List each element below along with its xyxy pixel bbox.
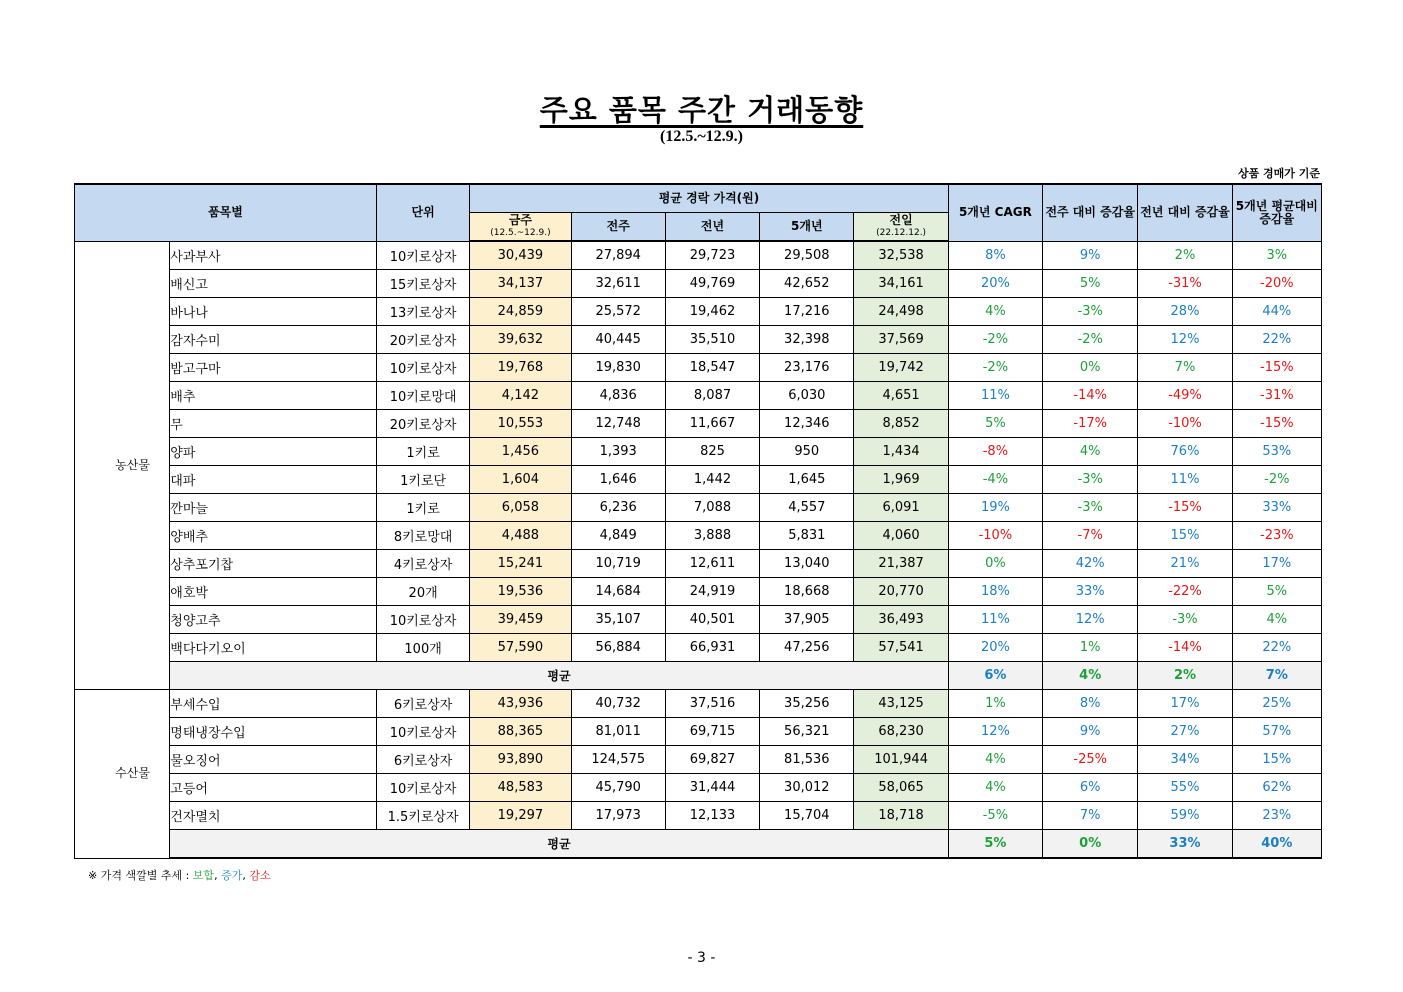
- page-number: - 3 -: [687, 950, 716, 966]
- item-name: 깐마늘: [170, 494, 377, 522]
- price-prev-year: 29,723: [665, 241, 759, 270]
- vs-prev-year-value: 55%: [1138, 774, 1232, 802]
- item-name: 밤고구마: [170, 354, 377, 382]
- price-prev-year: 18,547: [665, 354, 759, 382]
- table-row: [75, 522, 1322, 550]
- price-five-year: 4,557: [760, 494, 854, 522]
- avg-vs-prev-year: 2%: [1138, 662, 1232, 690]
- price-this-week: 4,488: [470, 522, 571, 550]
- vs-5yr-avg-value: 5%: [1232, 578, 1321, 606]
- item-name: 애호박: [170, 578, 377, 606]
- price-prev-week: 12,748: [571, 410, 665, 438]
- cagr-value: 18%: [948, 578, 1042, 606]
- item-name: 백다다기오이: [170, 634, 377, 662]
- vs-prev-week-value: 12%: [1043, 606, 1138, 634]
- header-prev-week: 전주: [571, 213, 665, 242]
- average-row: [75, 830, 1322, 859]
- vs-prev-week-value: 6%: [1043, 774, 1138, 802]
- price-this-week: 10,553: [470, 410, 571, 438]
- price-this-week: 30,439: [470, 241, 571, 270]
- price-basis-note: 상품 경매가 기준: [1237, 167, 1320, 180]
- price-prev-year: 11,667: [665, 410, 759, 438]
- item-name: 감자수미: [170, 326, 377, 354]
- price-prev-day: 8,852: [854, 410, 948, 438]
- price-five-year: 17,216: [760, 298, 854, 326]
- price-prev-week: 25,572: [571, 298, 665, 326]
- table-row: [75, 746, 1322, 774]
- avg-vs-prev-year: 33%: [1138, 830, 1232, 859]
- item-unit: 10키로상자: [376, 606, 469, 634]
- item-name: 물오징어: [170, 746, 377, 774]
- item-unit: 10키로상자: [376, 774, 469, 802]
- vs-prev-year-value: 17%: [1138, 690, 1232, 718]
- item-unit: 6키로상자: [376, 746, 469, 774]
- price-prev-year: 12,133: [665, 802, 759, 830]
- price-prev-week: 6,236: [571, 494, 665, 522]
- price-prev-day: 4,060: [854, 522, 948, 550]
- price-table: [74, 183, 1322, 859]
- price-prev-day: 1,969: [854, 466, 948, 494]
- vs-5yr-avg-value: 25%: [1232, 690, 1321, 718]
- vs-5yr-avg-value: -20%: [1232, 270, 1321, 298]
- header-unit: 단위: [376, 184, 469, 241]
- avg-vs-5yr-avg: 7%: [1232, 662, 1321, 690]
- average-label: 평균: [170, 662, 948, 690]
- price-prev-year: 49,769: [665, 270, 759, 298]
- vs-prev-week-value: 5%: [1043, 270, 1138, 298]
- item-unit: 1.5키로상자: [376, 802, 469, 830]
- price-prev-week: 1,393: [571, 438, 665, 466]
- table-row: [75, 578, 1322, 606]
- vs-5yr-avg-value: -15%: [1232, 410, 1321, 438]
- header-this-week: 금주 (12.5.~12.9.): [470, 213, 571, 242]
- item-name: 사과부사: [170, 241, 377, 270]
- price-this-week: 19,536: [470, 578, 571, 606]
- vs-prev-year-value: -49%: [1138, 382, 1232, 410]
- price-five-year: 35,256: [760, 690, 854, 718]
- price-prev-day: 43,125: [854, 690, 948, 718]
- item-name: 배신고: [170, 270, 377, 298]
- price-prev-day: 32,538: [854, 241, 948, 270]
- vs-prev-year-value: 59%: [1138, 802, 1232, 830]
- price-prev-day: 1,434: [854, 438, 948, 466]
- vs-5yr-avg-value: 22%: [1232, 634, 1321, 662]
- price-prev-day: 20,770: [854, 578, 948, 606]
- price-prev-year: 31,444: [665, 774, 759, 802]
- vs-prev-year-value: 7%: [1138, 354, 1232, 382]
- price-prev-year: 12,611: [665, 550, 759, 578]
- price-this-week: 19,768: [470, 354, 571, 382]
- vs-5yr-avg-value: 23%: [1232, 802, 1321, 830]
- price-prev-day: 57,541: [854, 634, 948, 662]
- price-prev-week: 17,973: [571, 802, 665, 830]
- item-unit: 20키로상자: [376, 326, 469, 354]
- table-row: [75, 410, 1322, 438]
- item-unit: 1키로: [376, 438, 469, 466]
- price-this-week: 1,456: [470, 438, 571, 466]
- vs-prev-week-value: -25%: [1043, 746, 1138, 774]
- page-title: 주요 품목 주간 거래동향: [539, 93, 864, 127]
- cagr-value: -10%: [948, 522, 1042, 550]
- price-prev-year: 7,088: [665, 494, 759, 522]
- vs-prev-week-value: 8%: [1043, 690, 1138, 718]
- item-name: 건자멸치: [170, 802, 377, 830]
- price-prev-week: 40,732: [571, 690, 665, 718]
- header-avg-price: 평균 경락 가격(원): [470, 184, 949, 213]
- vs-prev-week-value: -14%: [1043, 382, 1138, 410]
- avg-vs-prev-week: 4%: [1043, 662, 1138, 690]
- cagr-value: 20%: [948, 270, 1042, 298]
- vs-5yr-avg-value: 62%: [1232, 774, 1321, 802]
- price-five-year: 12,346: [760, 410, 854, 438]
- avg-vs-5yr-avg: 40%: [1232, 830, 1321, 859]
- price-this-week: 48,583: [470, 774, 571, 802]
- vs-5yr-avg-value: 17%: [1232, 550, 1321, 578]
- price-prev-year: 24,919: [665, 578, 759, 606]
- item-unit: 10키로상자: [376, 718, 469, 746]
- price-prev-week: 19,830: [571, 354, 665, 382]
- price-prev-day: 21,387: [854, 550, 948, 578]
- price-five-year: 18,668: [760, 578, 854, 606]
- average-label: 평균: [170, 830, 948, 859]
- vs-prev-year-value: 12%: [1138, 326, 1232, 354]
- price-this-week: 34,137: [470, 270, 571, 298]
- cagr-value: 4%: [948, 298, 1042, 326]
- table-row: [75, 354, 1322, 382]
- cagr-value: 20%: [948, 634, 1042, 662]
- item-unit: 10키로상자: [376, 241, 469, 270]
- vs-prev-year-value: 15%: [1138, 522, 1232, 550]
- item-name: 양파: [170, 438, 377, 466]
- price-prev-day: 36,493: [854, 606, 948, 634]
- price-this-week: 43,936: [470, 690, 571, 718]
- avg-cagr: 6%: [948, 662, 1042, 690]
- table-row: [75, 494, 1322, 522]
- vs-5yr-avg-value: 3%: [1232, 241, 1321, 270]
- price-this-week: 57,590: [470, 634, 571, 662]
- item-name: 대파: [170, 466, 377, 494]
- vs-prev-year-value: 21%: [1138, 550, 1232, 578]
- vs-prev-year-value: -31%: [1138, 270, 1232, 298]
- price-five-year: 42,652: [760, 270, 854, 298]
- header-five-year: 5개년: [760, 213, 854, 242]
- average-row: [75, 662, 1322, 690]
- price-prev-day: 19,742: [854, 354, 948, 382]
- vs-5yr-avg-value: -15%: [1232, 354, 1321, 382]
- vs-prev-week-value: 33%: [1043, 578, 1138, 606]
- price-prev-week: 45,790: [571, 774, 665, 802]
- price-this-week: 39,632: [470, 326, 571, 354]
- item-unit: 13키로상자: [376, 298, 469, 326]
- vs-prev-year-value: -15%: [1138, 494, 1232, 522]
- price-prev-week: 124,575: [571, 746, 665, 774]
- price-five-year: 56,321: [760, 718, 854, 746]
- table-row: [75, 606, 1322, 634]
- cagr-value: 11%: [948, 382, 1042, 410]
- price-this-week: 93,890: [470, 746, 571, 774]
- price-five-year: 6,030: [760, 382, 854, 410]
- price-five-year: 23,176: [760, 354, 854, 382]
- table-row: [75, 550, 1322, 578]
- price-five-year: 5,831: [760, 522, 854, 550]
- table-row: [75, 774, 1322, 802]
- vs-5yr-avg-value: 53%: [1232, 438, 1321, 466]
- price-five-year: 81,536: [760, 746, 854, 774]
- vs-prev-week-value: -7%: [1043, 522, 1138, 550]
- vs-prev-year-value: -10%: [1138, 410, 1232, 438]
- header-item: 품목별: [75, 184, 377, 241]
- price-prev-year: 66,931: [665, 634, 759, 662]
- cagr-value: -5%: [948, 802, 1042, 830]
- vs-5yr-avg-value: 22%: [1232, 326, 1321, 354]
- price-five-year: 13,040: [760, 550, 854, 578]
- price-prev-day: 101,944: [854, 746, 948, 774]
- price-five-year: 30,012: [760, 774, 854, 802]
- table-row: [75, 466, 1322, 494]
- cagr-value: 8%: [948, 241, 1042, 270]
- item-name: 배추: [170, 382, 377, 410]
- item-name: 상추포기찹: [170, 550, 377, 578]
- vs-prev-week-value: 0%: [1043, 354, 1138, 382]
- vs-prev-week-value: 9%: [1043, 718, 1138, 746]
- cagr-value: -4%: [948, 466, 1042, 494]
- cagr-value: 12%: [948, 718, 1042, 746]
- color-legend: ※ 가격 색깔별 추세 : 보합, 증가, 감소: [88, 869, 271, 882]
- vs-prev-year-value: -22%: [1138, 578, 1232, 606]
- item-name: 무: [170, 410, 377, 438]
- item-name: 부세수입: [170, 690, 377, 718]
- price-five-year: 15,704: [760, 802, 854, 830]
- price-five-year: 47,256: [760, 634, 854, 662]
- price-prev-week: 4,849: [571, 522, 665, 550]
- price-prev-year: 69,827: [665, 746, 759, 774]
- item-unit: 15키로상자: [376, 270, 469, 298]
- price-prev-week: 32,611: [571, 270, 665, 298]
- price-prev-year: 825: [665, 438, 759, 466]
- vs-prev-week-value: -3%: [1043, 494, 1138, 522]
- cagr-value: 5%: [948, 410, 1042, 438]
- vs-prev-year-value: 28%: [1138, 298, 1232, 326]
- vs-5yr-avg-value: 57%: [1232, 718, 1321, 746]
- price-prev-year: 37,516: [665, 690, 759, 718]
- item-unit: 100개: [376, 634, 469, 662]
- price-this-week: 1,604: [470, 466, 571, 494]
- table-row: [75, 690, 1322, 718]
- price-prev-day: 34,161: [854, 270, 948, 298]
- price-prev-week: 14,684: [571, 578, 665, 606]
- table-row: [75, 326, 1322, 354]
- price-prev-week: 27,894: [571, 241, 665, 270]
- price-this-week: 19,297: [470, 802, 571, 830]
- item-unit: 6키로상자: [376, 690, 469, 718]
- avg-vs-prev-week: 0%: [1043, 830, 1138, 859]
- vs-prev-year-value: 76%: [1138, 438, 1232, 466]
- vs-prev-week-value: 9%: [1043, 241, 1138, 270]
- vs-prev-week-value: -3%: [1043, 466, 1138, 494]
- price-prev-day: 4,651: [854, 382, 948, 410]
- price-this-week: 15,241: [470, 550, 571, 578]
- item-name: 명태냉장수입: [170, 718, 377, 746]
- price-prev-week: 81,011: [571, 718, 665, 746]
- table-row: [75, 241, 1322, 270]
- price-prev-day: 18,718: [854, 802, 948, 830]
- price-this-week: 6,058: [470, 494, 571, 522]
- price-prev-week: 1,646: [571, 466, 665, 494]
- cagr-value: 4%: [948, 746, 1042, 774]
- item-unit: 10키로상자: [376, 354, 469, 382]
- price-prev-week: 40,445: [571, 326, 665, 354]
- vs-prev-week-value: 1%: [1043, 634, 1138, 662]
- item-unit: 4키로상자: [376, 550, 469, 578]
- price-prev-year: 19,462: [665, 298, 759, 326]
- price-five-year: 1,645: [760, 466, 854, 494]
- price-this-week: 4,142: [470, 382, 571, 410]
- table-row: [75, 270, 1322, 298]
- vs-prev-week-value: -3%: [1043, 298, 1138, 326]
- price-prev-day: 6,091: [854, 494, 948, 522]
- cagr-value: -8%: [948, 438, 1042, 466]
- vs-prev-year-value: 11%: [1138, 466, 1232, 494]
- price-prev-week: 56,884: [571, 634, 665, 662]
- table-row: [75, 382, 1322, 410]
- price-prev-year: 69,715: [665, 718, 759, 746]
- price-five-year: 950: [760, 438, 854, 466]
- price-prev-day: 24,498: [854, 298, 948, 326]
- header-prev-year: 전년: [665, 213, 759, 242]
- item-unit: 20키로상자: [376, 410, 469, 438]
- price-prev-day: 37,569: [854, 326, 948, 354]
- cagr-value: 4%: [948, 774, 1042, 802]
- cagr-value: 19%: [948, 494, 1042, 522]
- cagr-value: -2%: [948, 354, 1042, 382]
- vs-5yr-avg-value: 15%: [1232, 746, 1321, 774]
- price-prev-year: 3,888: [665, 522, 759, 550]
- price-prev-year: 8,087: [665, 382, 759, 410]
- period: (12.5.~12.9.): [660, 128, 743, 145]
- header-prev-day: 전일 (22.12.12.): [854, 213, 948, 242]
- item-unit: 1키로: [376, 494, 469, 522]
- table-row: [75, 718, 1322, 746]
- price-prev-week: 4,836: [571, 382, 665, 410]
- vs-prev-week-value: -17%: [1043, 410, 1138, 438]
- header-cagr: 5개년 CAGR: [948, 184, 1042, 241]
- vs-prev-year-value: 34%: [1138, 746, 1232, 774]
- header-vs-prev-year: 전년 대비 증감율: [1138, 184, 1232, 241]
- vs-5yr-avg-value: 33%: [1232, 494, 1321, 522]
- group-label: 수산물: [75, 690, 170, 859]
- price-prev-year: 40,501: [665, 606, 759, 634]
- vs-prev-week-value: 42%: [1043, 550, 1138, 578]
- cagr-value: 11%: [948, 606, 1042, 634]
- vs-prev-year-value: 2%: [1138, 241, 1232, 270]
- table-row: [75, 802, 1322, 830]
- vs-prev-week-value: 4%: [1043, 438, 1138, 466]
- price-prev-year: 1,442: [665, 466, 759, 494]
- price-five-year: 37,905: [760, 606, 854, 634]
- price-prev-week: 35,107: [571, 606, 665, 634]
- vs-5yr-avg-value: -2%: [1232, 466, 1321, 494]
- vs-5yr-avg-value: 4%: [1232, 606, 1321, 634]
- header-vs-prev-week: 전주 대비 증감율: [1043, 184, 1138, 241]
- table-row: [75, 438, 1322, 466]
- item-name: 양배추: [170, 522, 377, 550]
- cagr-value: 1%: [948, 690, 1042, 718]
- vs-prev-year-value: -14%: [1138, 634, 1232, 662]
- vs-prev-year-value: -3%: [1138, 606, 1232, 634]
- vs-prev-year-value: 27%: [1138, 718, 1232, 746]
- price-prev-week: 10,719: [571, 550, 665, 578]
- cagr-value: -2%: [948, 326, 1042, 354]
- group-label: 농산물: [75, 241, 170, 690]
- item-name: 청양고추: [170, 606, 377, 634]
- vs-5yr-avg-value: -23%: [1232, 522, 1321, 550]
- table-row: [75, 634, 1322, 662]
- vs-5yr-avg-value: 44%: [1232, 298, 1321, 326]
- vs-prev-week-value: -2%: [1043, 326, 1138, 354]
- vs-prev-week-value: 7%: [1043, 802, 1138, 830]
- item-name: 바나나: [170, 298, 377, 326]
- price-prev-year: 35,510: [665, 326, 759, 354]
- header-vs-5yr-avg: 5개년 평균대비 증감율: [1232, 184, 1321, 241]
- item-name: 고등어: [170, 774, 377, 802]
- price-prev-day: 68,230: [854, 718, 948, 746]
- cagr-value: 0%: [948, 550, 1042, 578]
- item-unit: 8키로망대: [376, 522, 469, 550]
- item-unit: 10키로망대: [376, 382, 469, 410]
- price-prev-day: 58,065: [854, 774, 948, 802]
- table-row: [75, 298, 1322, 326]
- item-unit: 1키로단: [376, 466, 469, 494]
- price-this-week: 88,365: [470, 718, 571, 746]
- price-five-year: 32,398: [760, 326, 854, 354]
- price-this-week: 39,459: [470, 606, 571, 634]
- price-this-week: 24,859: [470, 298, 571, 326]
- item-unit: 20개: [376, 578, 469, 606]
- price-five-year: 29,508: [760, 241, 854, 270]
- avg-cagr: 5%: [948, 830, 1042, 859]
- vs-5yr-avg-value: -31%: [1232, 382, 1321, 410]
